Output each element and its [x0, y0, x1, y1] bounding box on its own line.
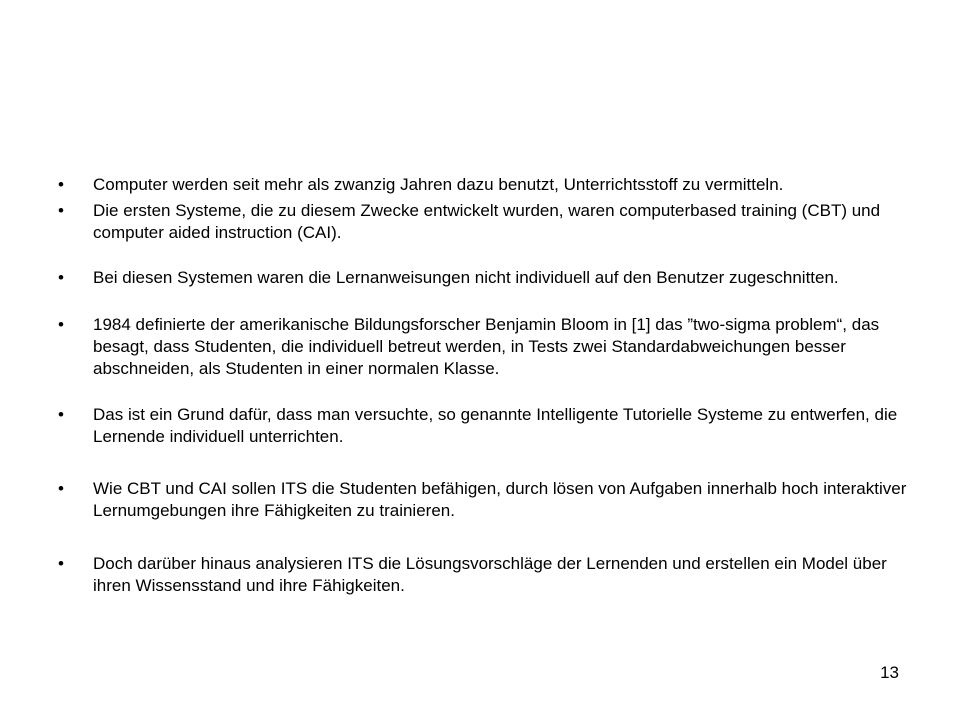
- bullet-text: Das ist ein Grund dafür, dass man versuchte, so genannte Intelligente Tutorielle Systeme zu entwerfen, die Lernende individuell unterrichten.: [93, 405, 898, 446]
- bullet-dot-icon: •: [58, 315, 64, 334]
- bullet-dot-icon: •: [58, 175, 64, 194]
- bullet-text: 1984 definierte der amerikanische Bildungsforscher Benjamin Bloom in [1] das ”two-sigma problem“, das besagt, dass Studenten, die individuell betreut werden, in Tests zwei Standardabweichungen besser abschneiden, als Studenten in einer normalen Klasse.: [93, 315, 880, 378]
- bullet-item: [58, 553, 908, 597]
- bullet-text: Doch darüber hinaus analysieren ITS die Lösungsvorschläge der Lernenden und erstellen ein Model über ihren Wissensstand und ihre Fähigkeiten.: [93, 554, 887, 595]
- bullet-item: [58, 267, 908, 289]
- bullet-list: [58, 174, 908, 597]
- bullet-item: [58, 200, 908, 244]
- bullet-dot-icon: •: [58, 268, 64, 287]
- bullet-text: Computer werden seit mehr als zwanzig Jahren dazu benutzt, Unterrichtsstoff zu vermitteln.: [93, 175, 784, 194]
- bullet-text: Wie CBT und CAI sollen ITS die Studenten befähigen, durch lösen von Aufgaben innerhalb hoch interaktiver Lernumgebungen ihre Fähigkeiten zu trainieren.: [93, 479, 907, 520]
- bullet-dot-icon: •: [58, 479, 64, 498]
- bullet-item: [58, 404, 908, 448]
- bullet-dot-icon: •: [58, 405, 64, 424]
- page-number: 13: [880, 663, 899, 682]
- bullet-text: Bei diesen Systemen waren die Lernanweisungen nicht individuell auf den Benutzer zugeschnitten.: [93, 268, 839, 287]
- bullet-dot-icon: •: [58, 554, 64, 573]
- bullet-text: Die ersten Systeme, die zu diesem Zwecke entwickelt wurden, waren computerbased training (CBT) und computer aided instruction (CAI).: [93, 201, 881, 242]
- bullet-dot-icon: •: [58, 201, 64, 220]
- bullet-item: [58, 174, 908, 196]
- bullet-item: [58, 478, 908, 522]
- bullet-item: [58, 314, 908, 380]
